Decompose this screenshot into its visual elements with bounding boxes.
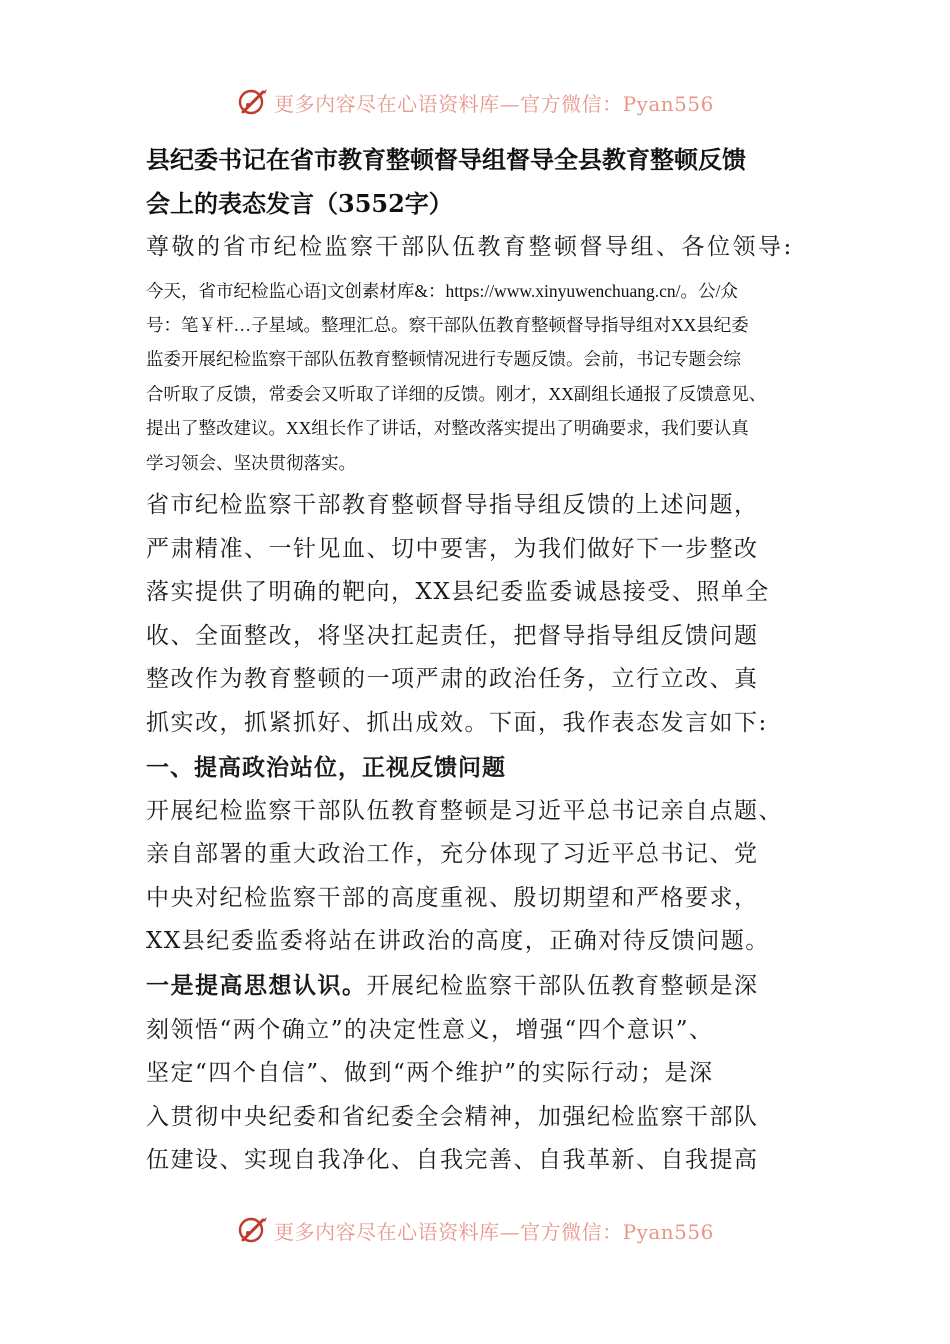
intro-line: 号：笔￥杆…子星域。整理汇总。察干部队伍教育整顿督导指导组对XX县纪委 bbox=[146, 315, 749, 335]
paragraph-line: 坚定“四个自信”、做到“两个维护”的实际行动；是深 bbox=[146, 1060, 714, 1087]
document-body bbox=[146, 138, 816, 1183]
paragraph-lead: 一是提高思想认识。 bbox=[146, 971, 367, 999]
paragraph-line: 抓实改，抓紧抓好、抓出成效。下面，我作表态发言如下: bbox=[146, 710, 768, 736]
document-title-line-1: 县纪委书记在省市教育整顿督导组督导全县教育整顿反馈 bbox=[146, 145, 746, 174]
paragraph-lead-rest: 开展纪检监察干部队伍教育整顿是深 bbox=[366, 972, 759, 999]
paragraph-line: 入贯彻中央纪委和省纪委全会精神，加强纪检监察干部队 bbox=[146, 1103, 759, 1130]
paragraph-line: 中央对纪检监察干部的高度重视、殷切期望和严格要求， bbox=[146, 884, 759, 911]
intro-line: 今天，省市纪检监心语]文创素材库&：https://www.xinyuwenchuang.cn/。公/众 bbox=[146, 280, 738, 301]
paragraph-line: 亲自部署的重大政治工作，充分体现了习近平总书记、党 bbox=[146, 841, 759, 868]
paragraph-line: 落实提供了明确的靶向，XX县纪委监委诚恳接受、照单全 bbox=[146, 579, 770, 606]
pen-circle-icon bbox=[236, 1213, 270, 1247]
paragraph-line: 严肃精准、一针见血、切中要害，为我们做好下一步整改 bbox=[146, 535, 759, 562]
watermark-banner-bottom bbox=[0, 1210, 950, 1250]
paragraph-political-stance bbox=[146, 790, 816, 964]
intro-paragraph bbox=[146, 274, 816, 480]
paragraph-line: 收、全面整改，将坚决扛起责任，把督导指导组反馈问题 bbox=[146, 622, 759, 649]
paragraph-line: XX县纪委监委将站在讲政治的高度，正确对待反馈问题。 bbox=[146, 928, 770, 955]
intro-line: 监委开展纪检监察干部队伍教育整顿情况进行专题反馈。会前，书记专题会综 bbox=[146, 349, 741, 370]
watermark-text: 更多内容尽在心语资料库—官方微信：Pyan556 bbox=[274, 91, 714, 116]
paragraph-line: 伍建设、实现自我净化、自我完善、自我革新、自我提高 bbox=[146, 1147, 759, 1174]
intro-line: 提出了整改建议。XX组长作了讲话，对整改落实提出了明确要求，我们要认真 bbox=[146, 418, 749, 439]
greeting: 尊敬的省市纪检监察干部队伍教育整顿督导组、各位领导: bbox=[146, 234, 794, 260]
section-heading-1: 一、提高政治站位，正视反馈问题 bbox=[146, 753, 506, 781]
watermark-banner-top bbox=[0, 82, 950, 122]
paragraph-line: 省市纪检监察干部教育整顿督导指导组反馈的上述问题， bbox=[146, 492, 759, 519]
paragraph-line bbox=[146, 964, 816, 1009]
paragraph-thinking bbox=[146, 964, 816, 1183]
intro-line: 学习领会、坚决贯彻落实。 bbox=[146, 452, 356, 473]
paragraph-line: 整改作为教育整顿的一项严肃的政治任务，立行立改、真 bbox=[146, 666, 759, 693]
paragraph-line: 刻领悟“两个确立”的决定性意义，增强“四个意识”、 bbox=[146, 1016, 714, 1043]
document-title-line-2: 会上的表态发言（3552字） bbox=[146, 189, 453, 218]
pen-circle-icon bbox=[236, 85, 270, 119]
paragraph-feedback-response bbox=[146, 484, 816, 746]
watermark-text: 更多内容尽在心语资料库—官方微信：Pyan556 bbox=[274, 1219, 714, 1244]
intro-line: 合听取了反馈，常委会又听取了详细的反馈。刚才，XX副组长通报了反馈意见、 bbox=[146, 383, 767, 404]
paragraph-line: 开展纪检监察干部队伍教育整顿是习近平总书记亲自点题、 bbox=[146, 797, 783, 824]
